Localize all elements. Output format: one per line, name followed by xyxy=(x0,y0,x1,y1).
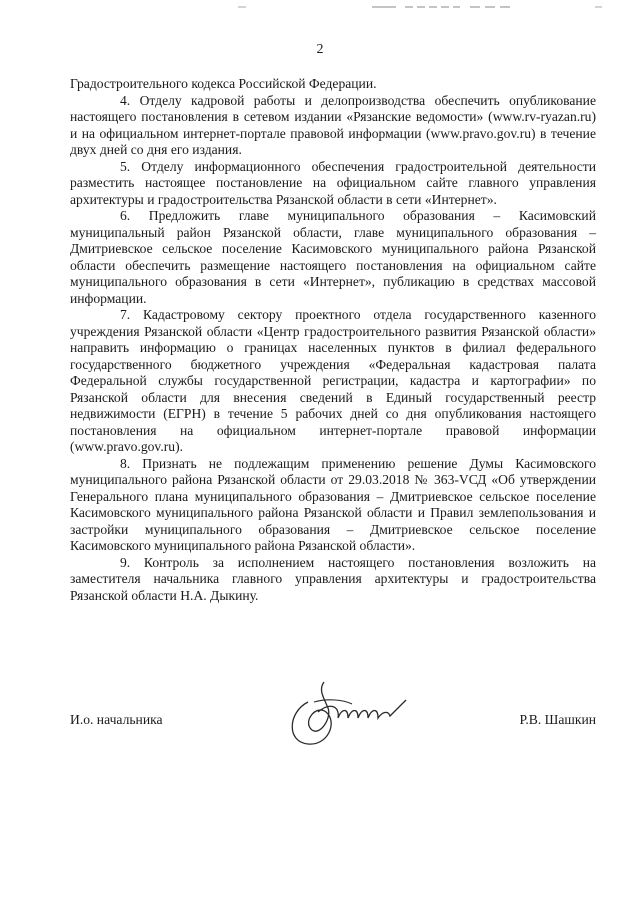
paragraph-item-9: 9. Контроль за исполнением настоящего постановления возложить на заместителя начальника главного управления архитектуры и градостроительства Рязанской области Н.А. Дыкину. xyxy=(70,554,596,603)
signature-block xyxy=(70,712,596,732)
signatory-name: Р.В. Шашкин xyxy=(519,712,596,727)
scan-artifact-marks xyxy=(0,4,640,10)
paragraph-item-5: 5. Отделу информационного обеспечения градостроительной деятельности разместить настоящее постановление на официальном сайте главного управления архитектуры и градостроительства Рязанской области в сети «Интернет». xyxy=(70,158,596,207)
paragraph-continuation: Градостроительного кодекса Российской Федерации. xyxy=(70,76,377,91)
signatory-title: И.о. начальника xyxy=(70,712,163,727)
paragraph-item-4: 4. Отделу кадровой работы и делопроизводства обеспечить опубликование настоящего постановления в сетевом издании «Рязанские ведомости» (www.rv-ryazan.ru) и на официальном интернет-портале правовой информации (www.pravo.gov.ru) в течение двух дней со дня его издания. xyxy=(70,92,596,157)
paragraph-item-8: 8. Признать не подлежащим применению решение Думы Касимовского муниципального района Рязанской области от 29.03.2018 № 363-VСД «Об утверждении Генерального плана муниципального образования – Дмитриевское сельское поселение Касимовского муниципального района Рязанской области и Правил землепользования и застройки муниципального образования – Дмитриевское сельское поселение Касимовского муниципального района Рязанской области». xyxy=(70,455,596,553)
paragraph-item-6: 6. Предложить главе муниципального образования – Касимовский муниципальный район Рязанской области, главе муниципального образования – Дмитриевское сельское поселение Касимовского муниципального района Рязанской области обеспечить размещение настоящего постановления на официальном сайте муниципального образования в сети «Интернет», публикацию в средствах массовой информации. xyxy=(70,208,596,306)
document-body xyxy=(70,76,596,604)
paragraph-item-7: 7. Кадастровому сектору проектного отдела государственного казенного учреждения Рязанской области «Центр градостроительного развития Рязанской области» направить информацию о границах населенных пунктов в филиал федерального государственного бюджетного учреждения «Федеральная кадастровая палата Федеральной службы государственной регистрации, кадастра и картографии» по Рязанской области для внесения сведений в Единый государственный реестр недвижимости (ЕГРН) в течение 5 рабочих дней со дня опубликования настоящего постановления на официальном интернет-портале правовой информации (www.pravo.gov.ru). xyxy=(70,307,596,454)
page-number: 2 xyxy=(316,42,324,57)
